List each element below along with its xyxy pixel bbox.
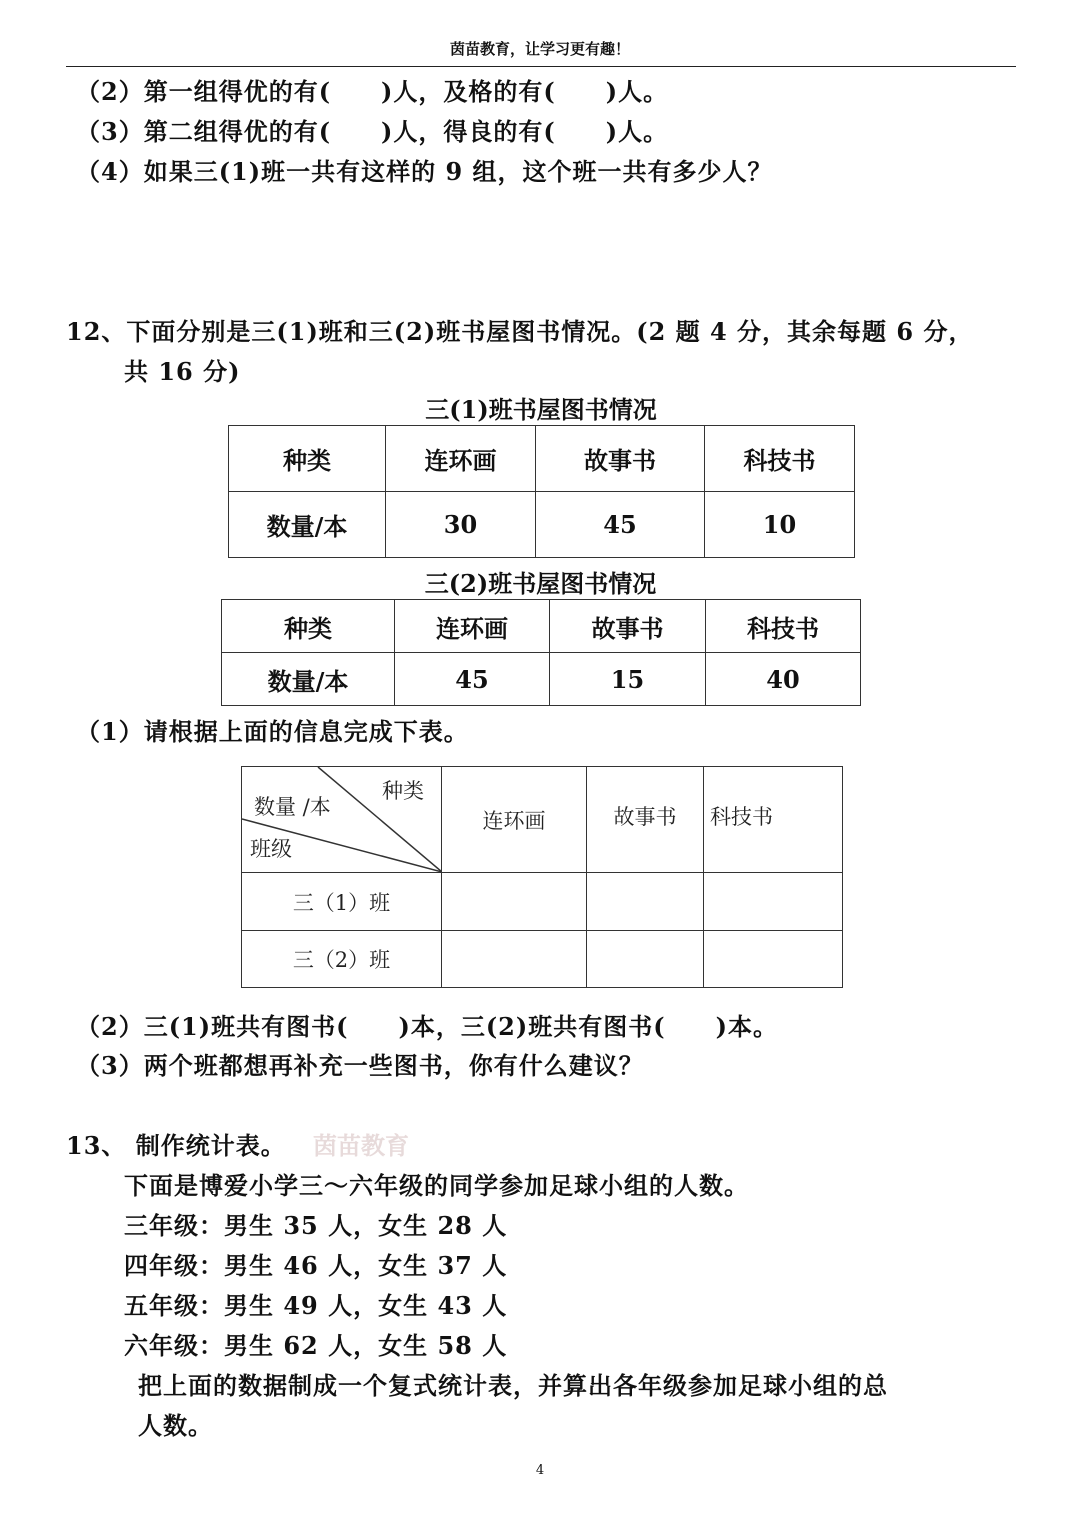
q13-task-line1: 把上面的数据制成一个复式统计表，并算出各年级参加足球小组的总 <box>138 1371 888 1400</box>
fill-blank-cell[interactable] <box>442 931 587 988</box>
fill-col-header: 科技书 <box>704 767 843 873</box>
q11-item-4: （4）如果三(1)班一共有这样的 9 组，这个班一共有多少人？ <box>76 157 773 186</box>
q13-grade-row: 四年级：男生 46 人，女生 37 人 <box>124 1251 508 1280</box>
diagonal-header-cell <box>242 767 442 873</box>
table2-header-cell: 连环画 <box>395 600 550 653</box>
q13-intro: 下面是博爱小学三～六年级的同学参加足球小组的人数。 <box>124 1171 749 1200</box>
table1-cell: 数量/本 <box>229 492 386 558</box>
q13-grade-row: 六年级：男生 62 人，女生 58 人 <box>124 1331 508 1360</box>
table1 <box>228 425 855 558</box>
table2 <box>221 599 861 706</box>
q13-title: 13、 制作统计表。 <box>66 1131 286 1160</box>
table1-header-cell: 种类 <box>229 426 386 492</box>
watermark: 茵苗教育 <box>313 1131 409 1160</box>
q11-item-3: （3）第二组得优的有( )人，得良的有( )人。 <box>76 117 669 146</box>
table2-caption: 三(2)班书屋图书情况 <box>424 569 657 598</box>
table1-cell: 30 <box>386 492 536 558</box>
table1-header-cell: 故事书 <box>536 426 705 492</box>
corner-label-quantity: 数量 /本 <box>254 795 331 819</box>
q11-item-2: （2）第一组得优的有( )人，及格的有( )人。 <box>76 77 669 106</box>
fill-blank-cell[interactable] <box>704 873 843 931</box>
header-divider <box>66 66 1016 67</box>
q13-grade-row: 五年级：男生 49 人，女生 43 人 <box>124 1291 508 1320</box>
q12-sub3: （3）两个班都想再补充一些图书，你有什么建议？ <box>76 1051 644 1080</box>
table1-header-cell: 科技书 <box>705 426 855 492</box>
fill-blank-cell[interactable] <box>587 873 704 931</box>
page-number: 4 <box>535 1463 545 1478</box>
table1-caption: 三(1)班书屋图书情况 <box>425 395 657 424</box>
corner-label-class: 班级 <box>250 837 292 861</box>
q12-sub2: （2）三(1)班共有图书( )本，三(2)班共有图书( )本。 <box>76 1012 778 1041</box>
q12-prompt-line1: 12、下面分别是三(1)班和三(2)班书屋图书情况。(2 题 4 分，其余每题 6 分， <box>66 317 974 346</box>
table2-header-cell: 种类 <box>222 600 395 653</box>
table2-header-cell: 科技书 <box>706 600 861 653</box>
fill-col-header: 连环画 <box>442 767 587 873</box>
fill-blank-cell[interactable] <box>587 931 704 988</box>
fill-table <box>241 766 843 988</box>
page-header: 茵苗教育，让学习更有趣！ <box>449 40 630 58</box>
fill-row-header: 三（2）班 <box>242 931 442 988</box>
table2-cell: 数量/本 <box>222 653 395 706</box>
table1-cell: 10 <box>705 492 855 558</box>
q12-prompt-line2: 共 16 分) <box>124 357 241 386</box>
fill-blank-cell[interactable] <box>442 873 587 931</box>
table1-header-cell: 连环画 <box>386 426 536 492</box>
q13-task-line2: 人数。 <box>138 1411 213 1440</box>
fill-col-header: 故事书 <box>587 767 704 873</box>
q13-grade-row: 三年级：男生 35 人，女生 28 人 <box>124 1211 508 1240</box>
table2-cell: 45 <box>395 653 550 706</box>
table2-header-cell: 故事书 <box>550 600 706 653</box>
table2-cell: 15 <box>550 653 706 706</box>
table1-cell: 45 <box>536 492 705 558</box>
fill-blank-cell[interactable] <box>704 931 843 988</box>
fill-row-header: 三（1）班 <box>242 873 442 931</box>
corner-label-category: 种类 <box>382 779 424 803</box>
table2-cell: 40 <box>706 653 861 706</box>
q12-sub1: （1）请根据上面的信息完成下表。 <box>76 717 469 746</box>
